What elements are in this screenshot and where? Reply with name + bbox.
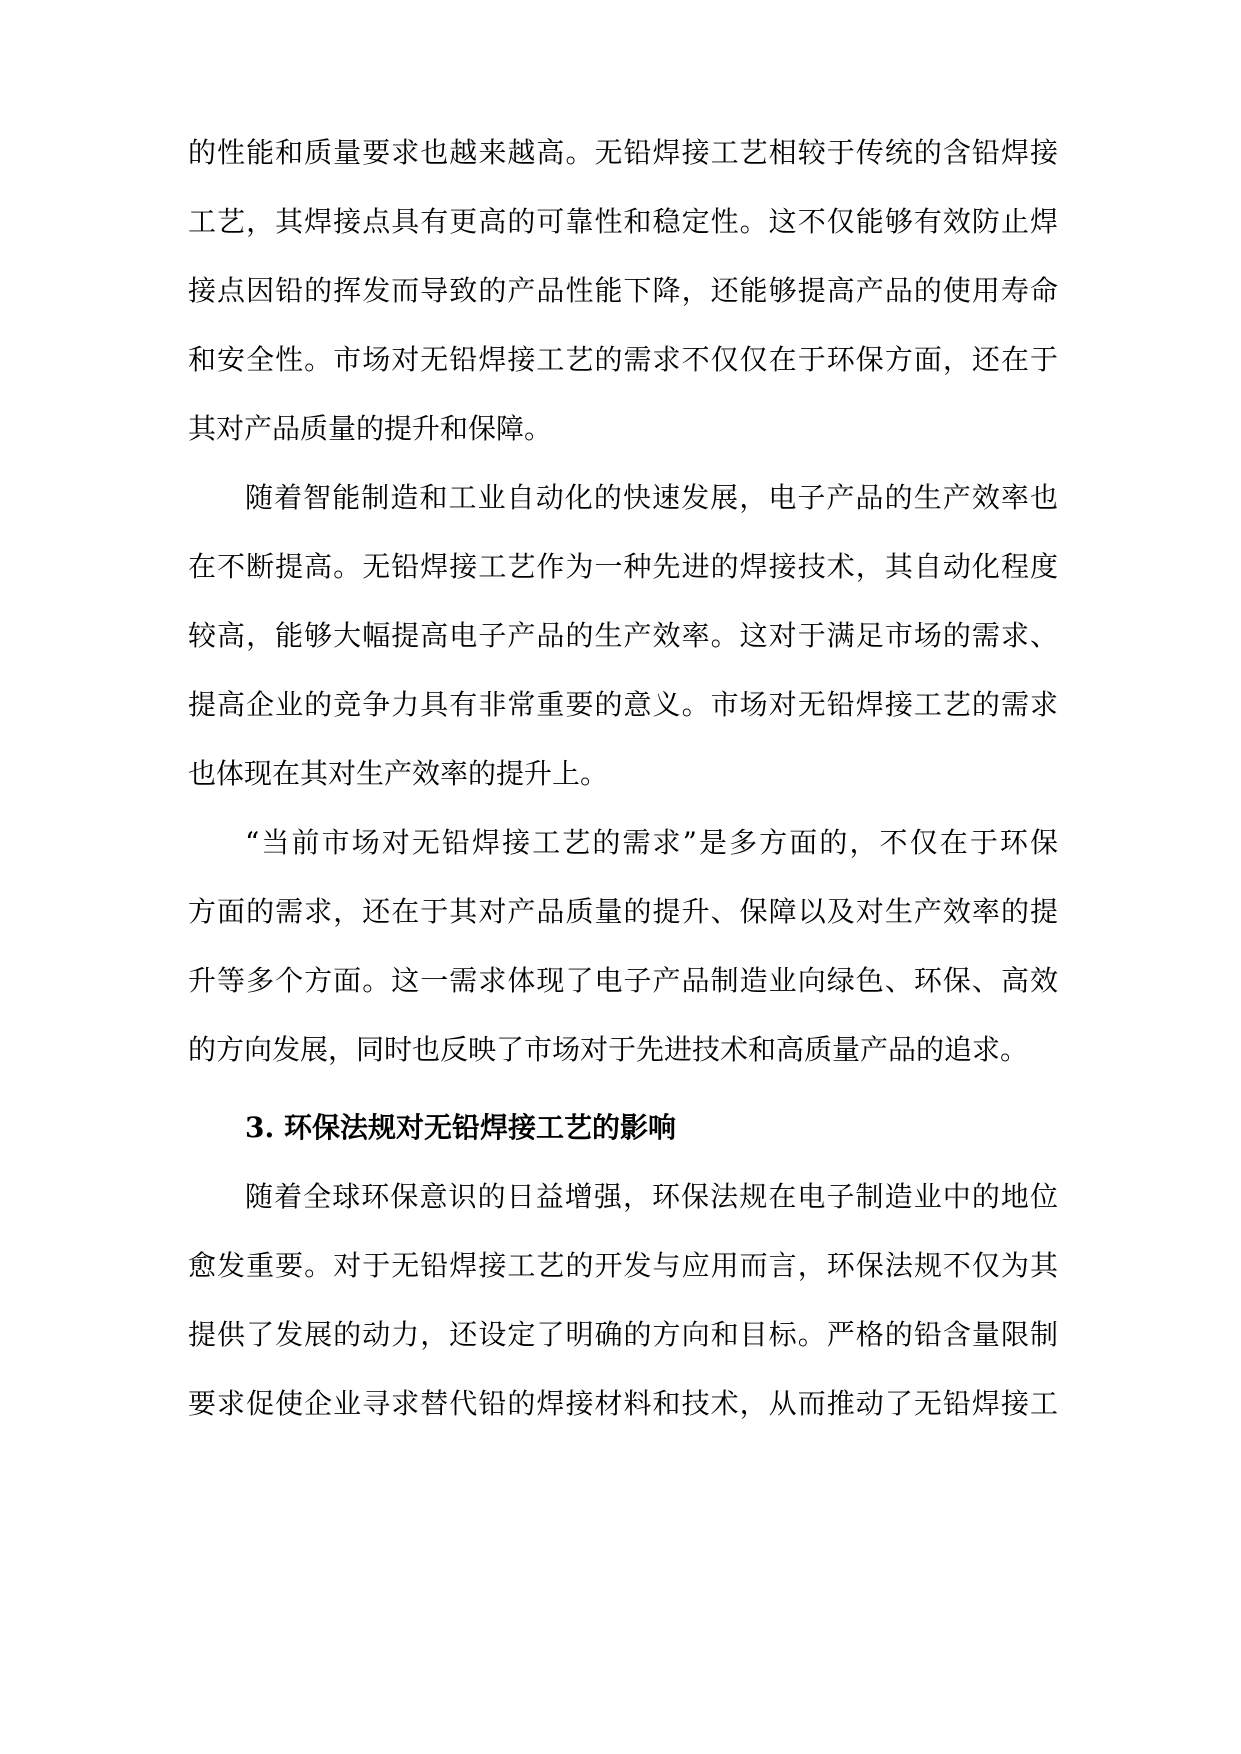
paragraph-1-line-2: 工艺，其焊接点具有更高的可靠性和稳定性。这不仅能够有效防止焊: [188, 205, 1058, 238]
paragraph-4-line-1: 随着全球环保意识的日益增强，环保法规在电子制造业中的地位: [245, 1180, 1058, 1213]
paragraph-4-line-2: 愈发重要。对于无铅焊接工艺的开发与应用而言，环保法规不仅为其: [188, 1249, 1058, 1282]
paragraph-2-line-4: 提高企业的竞争力具有非常重要的意义。市场对无铅焊接工艺的需求: [188, 688, 1058, 721]
paragraph-3-line-1: “当前市场对无铅焊接工艺的需求”是多方面的，不仅在于环保: [245, 826, 1058, 859]
paragraph-3-line-2: 方面的需求，还在于其对产品质量的提升、保障以及对生产效率的提: [188, 895, 1058, 928]
paragraph-1-line-4: 和安全性。市场对无铅焊接工艺的需求不仅仅在于环保方面，还在于: [188, 343, 1058, 376]
paragraph-3-line-3: 升等多个方面。这一需求体现了电子产品制造业向绿色、环保、高效: [188, 964, 1058, 997]
paragraph-2-line-1: 随着智能制造和工业自动化的快速发展，电子产品的生产效率也: [245, 481, 1058, 514]
paragraph-2-line-2: 在不断提高。无铅焊接工艺作为一种先进的焊接技术，其自动化程度: [188, 550, 1058, 583]
paragraph-4-line-3: 提供了发展的动力，还设定了明确的方向和目标。严格的铅含量限制: [188, 1318, 1058, 1351]
paragraph-3-line-4: 的方向发展，同时也反映了市场对于先进技术和高质量产品的追求。: [188, 1033, 1029, 1066]
paragraph-1-line-1: 的性能和质量要求也越来越高。无铅焊接工艺相较于传统的含铅焊接: [188, 136, 1058, 169]
paragraph-4-line-4: 要求促使企业寻求替代铅的焊接材料和技术，从而推动了无铅焊接工: [188, 1387, 1058, 1420]
paragraph-2-line-3: 较高，能够大幅提高电子产品的生产效率。这对于满足市场的需求、: [188, 619, 1058, 652]
paragraph-1-line-3: 接点因铅的挥发而导致的产品性能下降，还能够提高产品的使用寿命: [188, 274, 1058, 307]
paragraph-1-line-5: 其对产品质量的提升和保障。: [188, 412, 553, 445]
section-heading: 3. 环保法规对无铅焊接工艺的影响: [245, 1111, 676, 1144]
paragraph-2-line-5: 也体现在其对生产效率的提升上。: [188, 757, 609, 790]
